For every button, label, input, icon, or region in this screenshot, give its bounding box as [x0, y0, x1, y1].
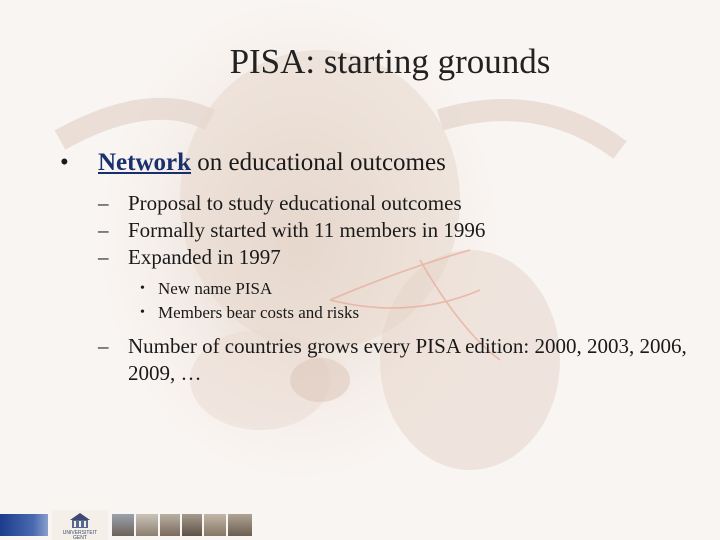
footer-photo: [228, 514, 252, 536]
bullet-dot: •: [140, 305, 145, 320]
dash-marker: –: [98, 245, 109, 269]
dash-marker: –: [98, 218, 109, 242]
sub-sub-item: [60, 301, 720, 325]
sub-item: [60, 333, 720, 387]
network-link[interactable]: Network: [98, 149, 192, 176]
sub-sub-item-text: Members bear costs and risks: [158, 303, 360, 322]
footer-photo: [204, 514, 226, 536]
university-logo: [52, 510, 108, 540]
footer-photo: [160, 514, 180, 536]
sub-item: [60, 244, 720, 271]
footer-photo: [182, 514, 202, 536]
bullet-item: [60, 148, 720, 178]
dash-marker: –: [98, 334, 109, 358]
slide-title: PISA: starting grounds: [229, 42, 551, 81]
sub-item-text: Number of countries grows every PISA edition: 2000, 2003, 2006, 2009, …: [128, 334, 687, 385]
sub-item: [60, 190, 720, 217]
logo-text-1: UNIVERSITEIT: [62, 530, 98, 536]
bullet-dot: •: [60, 149, 69, 176]
sub-item-text: Proposal to study educational outcomes: [128, 191, 462, 215]
footer-photo: [136, 514, 158, 536]
bullet-dot: •: [140, 281, 145, 296]
sub-item-text: Expanded in 1997: [128, 245, 281, 269]
sub-item: [60, 217, 720, 244]
dash-marker: –: [98, 191, 109, 215]
bullet-text: on educational outcomes: [191, 149, 446, 176]
sub-sub-item: [60, 277, 720, 301]
footer-blue-strip: [0, 514, 48, 536]
slide-content: [60, 148, 720, 387]
sub-item-text: Formally started with 11 members in 1996: [128, 218, 486, 242]
logo-text-2: GENT: [73, 535, 87, 540]
sub-sub-item-text: New name PISA: [158, 279, 273, 298]
footer-photo: [112, 514, 134, 536]
footer-bar: [0, 508, 260, 540]
